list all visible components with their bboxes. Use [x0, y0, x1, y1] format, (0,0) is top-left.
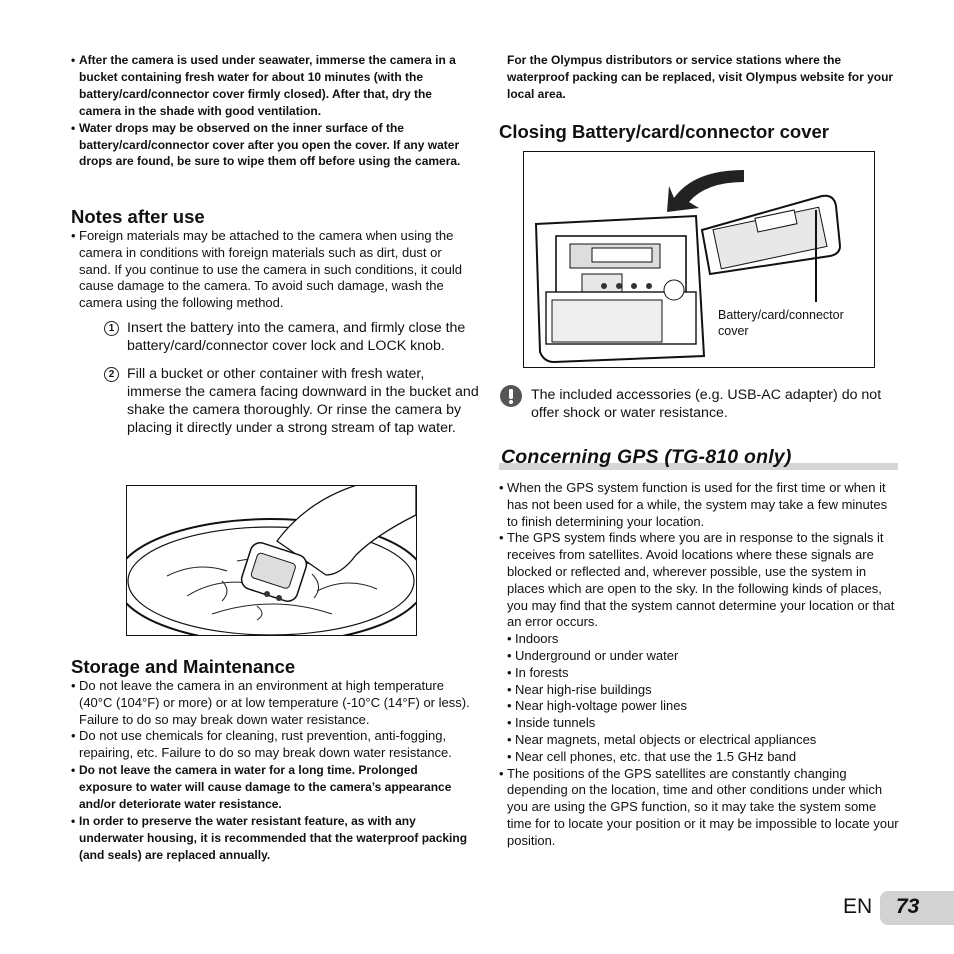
- storage-section: [71, 656, 471, 863]
- gps-place-item: • Inside tunnels: [499, 715, 901, 732]
- notes-bullet: • Foreign materials may be attached to the camera when using the camera in conditions with foreign materials such as dirt, dust or sand. If you continue to use the camera in such conditions, it could cause damage to the camera. To avoid such damage, wash the camera using the following method.: [71, 228, 471, 312]
- notes-section: [71, 206, 471, 312]
- gps-place-item: • Near high-voltage power lines: [499, 698, 901, 715]
- storage-heading: Storage and Maintenance: [71, 656, 296, 677]
- gps-bullet: • When the GPS system function is used for the first time or when it has not been used for a while, the system may take a few minutes to finish determining your location.: [499, 480, 901, 530]
- storage-bullet: • Do not use chemicals for cleaning, rust prevention, anti-fogging, repairing, etc. Failure to do so may break down water resistance.: [71, 728, 471, 762]
- gps-bullet: • The positions of the GPS satellites are constantly changing depending on the location, time and other conditions under which you are using the GPS function, so it may take the system some time for to locate your position or it may be impossible to locate your position.: [499, 766, 901, 850]
- gps-section: [499, 480, 901, 850]
- gps-heading: [499, 446, 898, 470]
- closing-heading: Closing Battery/card/connector cover: [499, 121, 830, 142]
- gps-place-item: • Near high-rise buildings: [499, 682, 901, 699]
- cover-illustration: [523, 151, 875, 368]
- caution-icon: [500, 385, 522, 412]
- step-text: Fill a bucket or other container with fresh water, immerse the camera facing downward in the bucket and shake the camera thoroughly. Or rinse the camera by placing it directly under a strong stream of tap water.: [127, 365, 479, 437]
- language-label: EN: [843, 895, 873, 918]
- steps: [71, 319, 481, 438]
- gps-place-item: • Near cell phones, etc. that use the 1.5 GHz band: [499, 749, 901, 766]
- step-text: Insert the battery into the camera, and firmly close the battery/card/connector cover lock and LOCK knob.: [127, 320, 466, 355]
- caution-text: The included accessories (e.g. USB-AC adapter) do not offer shock or water resistance.: [531, 387, 882, 421]
- storage-bullet-bold: • Do not leave the camera in water for a long time. Prolonged exposure to water will cause damage to the camera’s appearance and/or deteriorate water resistance.: [71, 762, 471, 813]
- intro-bullet: • Water drops may be observed on the inner surface of the battery/card/connector cover after you open the cover. If any water drops are found, be sure to wipe them off before using the camera.: [71, 120, 471, 171]
- page-number: 73: [896, 895, 920, 918]
- notes-heading: Notes after use: [71, 206, 205, 227]
- distributors-note: For the Olympus distributors or service stations where the waterproof packing can be replaced, visit Olympus website for your local area.: [507, 53, 894, 101]
- step-2: [71, 365, 481, 438]
- gps-place-item: • In forests: [499, 665, 901, 682]
- rinse-illustration: [126, 485, 417, 636]
- storage-bullet-bold: • In order to preserve the water resistant feature, as with any underwater housing, it is recommended that the waterproof packing (and seals) are replaced annually.: [71, 813, 471, 864]
- storage-bullet: • Do not leave the camera in an environment at high temperature (40°C (104°F) or more) or at low temperature (-10°C (14°F) or less). Failure to do so may break down water resistance.: [71, 678, 471, 728]
- intro-bullet: • After the camera is used under seawater, immerse the camera in a bucket containing fresh water for about 10 minutes (with the battery/card/connector cover firmly closed). After that, dry the camera in the shade with good ventilation.: [71, 52, 471, 120]
- gps-place-item: • Underground or under water: [499, 648, 901, 665]
- step-1: [71, 319, 481, 356]
- figure-label: Battery/card/connector cover: [718, 308, 844, 338]
- circled-number-icon: 2: [104, 367, 119, 382]
- gps-place-item: • Near magnets, metal objects or electrical appliances: [499, 732, 901, 749]
- gps-place-item: • Indoors: [499, 631, 901, 648]
- gps-bullet: • The GPS system finds where you are in response to the signals it receives from satellites. Avoid locations where these signals are blocked or reflected and, wherever possible, use the system in places which are open to the sky. In the following kinds of places, you may find that the system cannot determine your location or that an error occurs.: [499, 530, 901, 631]
- bucket-camera-illustration: [127, 486, 416, 635]
- page-number-tab: [880, 891, 954, 925]
- intro-notes: [71, 52, 471, 170]
- circled-number-icon: 1: [104, 321, 119, 336]
- gps-heading-text: Concerning GPS (TG-810 only): [501, 446, 792, 468]
